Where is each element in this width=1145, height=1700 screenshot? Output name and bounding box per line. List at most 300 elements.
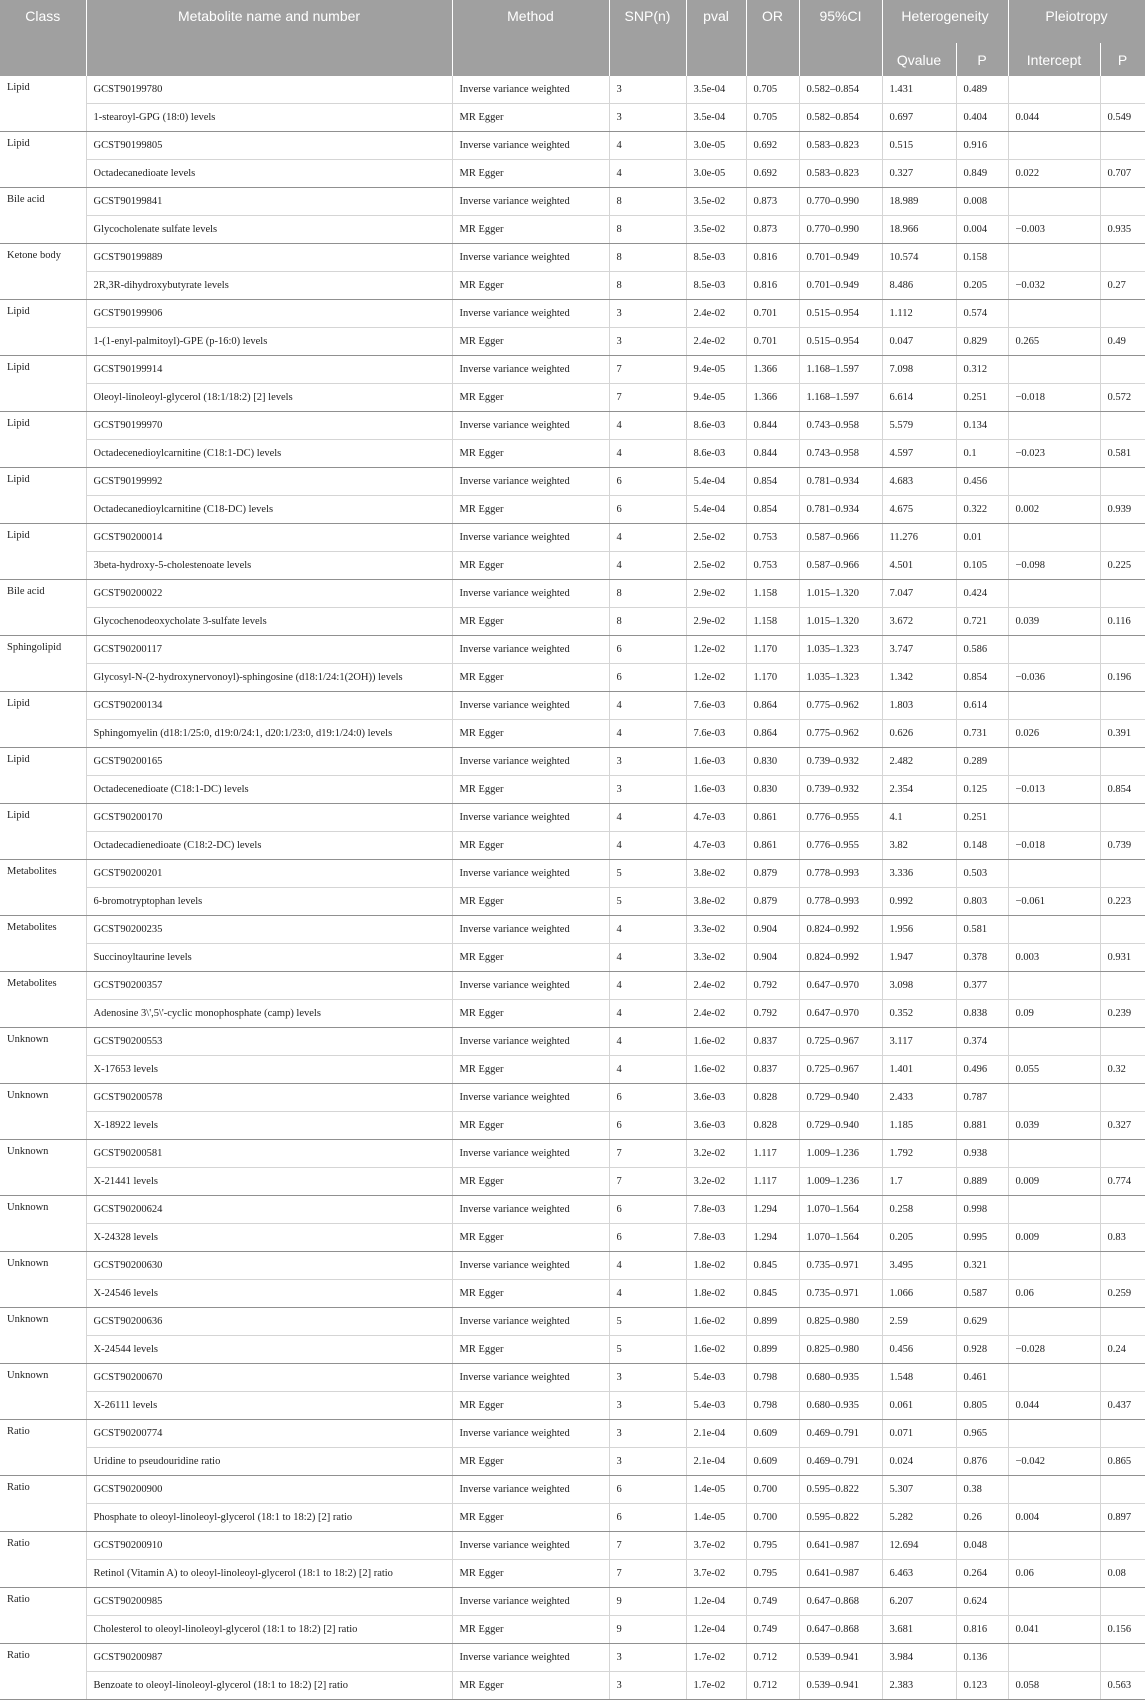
- method-cell: MR Egger: [452, 1560, 609, 1588]
- pleio-p-cell: [1100, 1644, 1145, 1672]
- class-cell: Lipid: [0, 748, 86, 804]
- method-cell: Inverse variance weighted: [452, 1084, 609, 1112]
- ci-cell: 0.515–0.954: [799, 300, 882, 328]
- het-p-cell: 0.205: [956, 272, 1008, 300]
- metabolite-cell: X-26111 levels: [86, 1392, 452, 1420]
- ci-cell: 0.824–0.992: [799, 916, 882, 944]
- pleio-p-cell: 0.225: [1100, 552, 1145, 580]
- table-row: [0, 1616, 1145, 1644]
- qvalue-cell: 1.066: [882, 1280, 956, 1308]
- method-cell: MR Egger: [452, 328, 609, 356]
- pval-cell: 1.4e-05: [686, 1504, 746, 1532]
- snp-cell: 7: [609, 1140, 686, 1168]
- method-cell: Inverse variance weighted: [452, 1476, 609, 1504]
- snp-cell: 3: [609, 104, 686, 132]
- snp-cell: 5: [609, 1336, 686, 1364]
- ci-cell: 0.583–0.823: [799, 160, 882, 188]
- or-cell: 0.753: [746, 524, 799, 552]
- gcst-cell: GCST90200134: [86, 692, 452, 720]
- table-row: [0, 1252, 1145, 1280]
- qvalue-cell: 5.282: [882, 1504, 956, 1532]
- or-cell: 0.816: [746, 244, 799, 272]
- gcst-cell: GCST90200900: [86, 1476, 452, 1504]
- or-cell: 1.366: [746, 356, 799, 384]
- intercept-cell: [1008, 692, 1100, 720]
- het-p-cell: 0.503: [956, 860, 1008, 888]
- pleio-p-cell: [1100, 580, 1145, 608]
- or-cell: 0.753: [746, 552, 799, 580]
- intercept-cell: 0.026: [1008, 720, 1100, 748]
- or-cell: 0.844: [746, 440, 799, 468]
- pleio-p-cell: 0.223: [1100, 888, 1145, 916]
- or-cell: 0.837: [746, 1056, 799, 1084]
- pval-cell: 5.4e-03: [686, 1392, 746, 1420]
- pval-cell: 8.5e-03: [686, 272, 746, 300]
- qvalue-cell: 0.697: [882, 104, 956, 132]
- metabolite-cell: X-24328 levels: [86, 1224, 452, 1252]
- pval-cell: 4.7e-03: [686, 804, 746, 832]
- pval-cell: 2.5e-02: [686, 524, 746, 552]
- het-p-cell: 0.251: [956, 804, 1008, 832]
- intercept-cell: 0.009: [1008, 1168, 1100, 1196]
- snp-cell: 7: [609, 1168, 686, 1196]
- or-cell: 1.158: [746, 608, 799, 636]
- pval-cell: 7.8e-03: [686, 1196, 746, 1224]
- table-row: [0, 132, 1145, 160]
- or-cell: 0.792: [746, 972, 799, 1000]
- intercept-cell: [1008, 860, 1100, 888]
- or-cell: 1.170: [746, 664, 799, 692]
- pleio-p-cell: [1100, 356, 1145, 384]
- het-p-cell: 0.816: [956, 1616, 1008, 1644]
- ci-cell: 1.009–1.236: [799, 1140, 882, 1168]
- pval-cell: 3.7e-02: [686, 1560, 746, 1588]
- method-cell: MR Egger: [452, 1336, 609, 1364]
- ci-cell: 0.647–0.868: [799, 1616, 882, 1644]
- gcst-cell: GCST90200630: [86, 1252, 452, 1280]
- snp-cell: 6: [609, 1476, 686, 1504]
- pval-cell: 3.6e-03: [686, 1112, 746, 1140]
- intercept-cell: 0.055: [1008, 1056, 1100, 1084]
- intercept-cell: [1008, 1084, 1100, 1112]
- gcst-cell: GCST90200670: [86, 1364, 452, 1392]
- pleio-p-cell: 0.239: [1100, 1000, 1145, 1028]
- ci-cell: 0.770–0.990: [799, 216, 882, 244]
- table-row: [0, 1476, 1145, 1504]
- het-p-cell: 0.731: [956, 720, 1008, 748]
- table-row: [0, 664, 1145, 692]
- method-cell: Inverse variance weighted: [452, 580, 609, 608]
- pleio-p-cell: [1100, 188, 1145, 216]
- pval-cell: 3.5e-04: [686, 104, 746, 132]
- or-cell: 1.294: [746, 1224, 799, 1252]
- method-cell: Inverse variance weighted: [452, 1140, 609, 1168]
- or-cell: 0.701: [746, 328, 799, 356]
- pleio-p-cell: 0.156: [1100, 1616, 1145, 1644]
- table-row: [0, 860, 1145, 888]
- ci-cell: 0.515–0.954: [799, 328, 882, 356]
- snp-cell: 3: [609, 76, 686, 104]
- ci-cell: 1.035–1.323: [799, 664, 882, 692]
- table-body: [0, 76, 1145, 1700]
- intercept-cell: 0.004: [1008, 1504, 1100, 1532]
- intercept-cell: −0.018: [1008, 384, 1100, 412]
- ci-cell: 0.647–0.970: [799, 1000, 882, 1028]
- pval-cell: 3.8e-02: [686, 888, 746, 916]
- het-p-cell: 0.721: [956, 608, 1008, 636]
- gcst-cell: GCST90199970: [86, 412, 452, 440]
- snp-cell: 4: [609, 1280, 686, 1308]
- method-cell: MR Egger: [452, 664, 609, 692]
- method-cell: MR Egger: [452, 1448, 609, 1476]
- snp-cell: 8: [609, 244, 686, 272]
- snp-cell: 9: [609, 1616, 686, 1644]
- het-p-cell: 0.456: [956, 468, 1008, 496]
- pleio-p-cell: [1100, 300, 1145, 328]
- het-p-cell: 0.998: [956, 1196, 1008, 1224]
- or-cell: 0.873: [746, 188, 799, 216]
- qvalue-cell: 0.047: [882, 328, 956, 356]
- intercept-cell: [1008, 580, 1100, 608]
- ci-cell: 0.735–0.971: [799, 1280, 882, 1308]
- or-cell: 0.845: [746, 1280, 799, 1308]
- qvalue-cell: 4.1: [882, 804, 956, 832]
- or-cell: 0.795: [746, 1532, 799, 1560]
- method-cell: MR Egger: [452, 944, 609, 972]
- table-row: [0, 440, 1145, 468]
- pleio-p-cell: [1100, 1140, 1145, 1168]
- qvalue-cell: 4.597: [882, 440, 956, 468]
- snp-cell: 6: [609, 664, 686, 692]
- class-cell: Ratio: [0, 1420, 86, 1476]
- intercept-cell: 0.009: [1008, 1224, 1100, 1252]
- table-row: [0, 1392, 1145, 1420]
- het-p-cell: 0.008: [956, 188, 1008, 216]
- qvalue-cell: 0.456: [882, 1336, 956, 1364]
- table-row: [0, 608, 1145, 636]
- intercept-cell: −0.018: [1008, 832, 1100, 860]
- method-cell: Inverse variance weighted: [452, 916, 609, 944]
- ci-cell: 0.582–0.854: [799, 104, 882, 132]
- ci-cell: 0.824–0.992: [799, 944, 882, 972]
- snp-cell: 4: [609, 1252, 686, 1280]
- metabolite-cell: Octadecenedioylcarnitine (C18:1-DC) levels: [86, 440, 452, 468]
- pleio-p-cell: 0.08: [1100, 1560, 1145, 1588]
- qvalue-cell: 0.352: [882, 1000, 956, 1028]
- class-cell: Lipid: [0, 692, 86, 748]
- intercept-cell: [1008, 1476, 1100, 1504]
- method-cell: MR Egger: [452, 1672, 609, 1700]
- gcst-cell: GCST90199906: [86, 300, 452, 328]
- method-cell: MR Egger: [452, 104, 609, 132]
- table-row: [0, 104, 1145, 132]
- header-pval: pval: [686, 0, 746, 76]
- table-row: [0, 300, 1145, 328]
- table-row: [0, 1196, 1145, 1224]
- snp-cell: 6: [609, 1224, 686, 1252]
- gcst-cell: GCST90200014: [86, 524, 452, 552]
- ci-cell: 1.035–1.323: [799, 636, 882, 664]
- snp-cell: 4: [609, 944, 686, 972]
- intercept-cell: −0.003: [1008, 216, 1100, 244]
- ci-cell: 0.595–0.822: [799, 1476, 882, 1504]
- intercept-cell: 0.058: [1008, 1672, 1100, 1700]
- table-header: [0, 0, 1145, 76]
- intercept-cell: [1008, 1028, 1100, 1056]
- ci-cell: 0.825–0.980: [799, 1336, 882, 1364]
- pleio-p-cell: [1100, 524, 1145, 552]
- snp-cell: 4: [609, 412, 686, 440]
- intercept-cell: 0.06: [1008, 1560, 1100, 1588]
- gcst-cell: GCST90199889: [86, 244, 452, 272]
- metabolite-cell: Retinol (Vitamin A) to oleoyl-linoleoyl-glycerol (18:1 to 18:2) [2] ratio: [86, 1560, 452, 1588]
- metabolite-cell: X-18922 levels: [86, 1112, 452, 1140]
- ci-cell: 0.701–0.949: [799, 244, 882, 272]
- pleio-p-cell: 0.854: [1100, 776, 1145, 804]
- intercept-cell: [1008, 1644, 1100, 1672]
- metabolite-cell: Adenosine 3\',5\'-cyclic monophosphate (camp) levels: [86, 1000, 452, 1028]
- qvalue-cell: 6.463: [882, 1560, 956, 1588]
- pleio-p-cell: 0.563: [1100, 1672, 1145, 1700]
- het-p-cell: 0.321: [956, 1252, 1008, 1280]
- metabolite-cell: Sphingomyelin (d18:1/25:0, d19:0/24:1, d20:1/23:0, d19:1/24:0) levels: [86, 720, 452, 748]
- method-cell: MR Egger: [452, 608, 609, 636]
- intercept-cell: [1008, 1196, 1100, 1224]
- pval-cell: 2.1e-04: [686, 1420, 746, 1448]
- class-cell: Unknown: [0, 1084, 86, 1140]
- pleio-p-cell: [1100, 916, 1145, 944]
- qvalue-cell: 0.205: [882, 1224, 956, 1252]
- gcst-cell: GCST90200624: [86, 1196, 452, 1224]
- method-cell: Inverse variance weighted: [452, 804, 609, 832]
- qvalue-cell: 2.354: [882, 776, 956, 804]
- or-cell: 0.700: [746, 1476, 799, 1504]
- intercept-cell: −0.061: [1008, 888, 1100, 916]
- metabolite-cell: Uridine to pseudouridine ratio: [86, 1448, 452, 1476]
- intercept-cell: [1008, 916, 1100, 944]
- het-p-cell: 0.938: [956, 1140, 1008, 1168]
- snp-cell: 8: [609, 272, 686, 300]
- metabolite-cell: 6-bromotryptophan levels: [86, 888, 452, 916]
- ci-cell: 0.647–0.970: [799, 972, 882, 1000]
- qvalue-cell: 5.579: [882, 412, 956, 440]
- method-cell: MR Egger: [452, 1224, 609, 1252]
- method-cell: MR Egger: [452, 440, 609, 468]
- or-cell: 0.712: [746, 1644, 799, 1672]
- qvalue-cell: 18.989: [882, 188, 956, 216]
- pval-cell: 2.9e-02: [686, 580, 746, 608]
- table-row: [0, 468, 1145, 496]
- het-p-cell: 0.803: [956, 888, 1008, 916]
- het-p-cell: 0.289: [956, 748, 1008, 776]
- or-cell: 0.798: [746, 1364, 799, 1392]
- method-cell: MR Egger: [452, 216, 609, 244]
- gcst-cell: GCST90200117: [86, 636, 452, 664]
- pval-cell: 2.4e-02: [686, 328, 746, 356]
- het-p-cell: 0.574: [956, 300, 1008, 328]
- gcst-cell: GCST90200553: [86, 1028, 452, 1056]
- metabolite-cell: Octadecanedioate levels: [86, 160, 452, 188]
- het-p-cell: 0.26: [956, 1504, 1008, 1532]
- or-cell: 0.861: [746, 804, 799, 832]
- method-cell: MR Egger: [452, 384, 609, 412]
- intercept-cell: 0.039: [1008, 608, 1100, 636]
- pleio-p-cell: 0.24: [1100, 1336, 1145, 1364]
- pleio-p-cell: [1100, 1476, 1145, 1504]
- het-p-cell: 0.928: [956, 1336, 1008, 1364]
- pval-cell: 2.5e-02: [686, 552, 746, 580]
- pleio-p-cell: 0.259: [1100, 1280, 1145, 1308]
- or-cell: 0.854: [746, 468, 799, 496]
- intercept-cell: [1008, 1308, 1100, 1336]
- pval-cell: 3.0e-05: [686, 160, 746, 188]
- intercept-cell: [1008, 636, 1100, 664]
- or-cell: 1.117: [746, 1168, 799, 1196]
- or-cell: 1.170: [746, 636, 799, 664]
- snp-cell: 8: [609, 188, 686, 216]
- method-cell: Inverse variance weighted: [452, 1532, 609, 1560]
- table-row: [0, 356, 1145, 384]
- intercept-cell: [1008, 244, 1100, 272]
- het-p-cell: 0.461: [956, 1364, 1008, 1392]
- method-cell: Inverse variance weighted: [452, 1420, 609, 1448]
- ci-cell: 0.725–0.967: [799, 1056, 882, 1084]
- class-cell: Unknown: [0, 1028, 86, 1084]
- table-row: [0, 1140, 1145, 1168]
- het-p-cell: 0.587: [956, 1280, 1008, 1308]
- method-cell: MR Egger: [452, 1280, 609, 1308]
- qvalue-cell: 3.117: [882, 1028, 956, 1056]
- gcst-cell: GCST90200636: [86, 1308, 452, 1336]
- snp-cell: 4: [609, 692, 686, 720]
- pval-cell: 9.4e-05: [686, 384, 746, 412]
- het-p-cell: 0.829: [956, 328, 1008, 356]
- method-cell: MR Egger: [452, 1616, 609, 1644]
- gcst-cell: GCST90200165: [86, 748, 452, 776]
- intercept-cell: [1008, 1532, 1100, 1560]
- pleio-p-cell: 0.327: [1100, 1112, 1145, 1140]
- or-cell: 0.861: [746, 832, 799, 860]
- or-cell: 0.816: [746, 272, 799, 300]
- or-cell: 1.158: [746, 580, 799, 608]
- pval-cell: 7.6e-03: [686, 720, 746, 748]
- het-p-cell: 0.586: [956, 636, 1008, 664]
- class-cell: Lipid: [0, 132, 86, 188]
- table-row: [0, 1588, 1145, 1616]
- class-cell: Unknown: [0, 1308, 86, 1364]
- intercept-cell: 0.044: [1008, 1392, 1100, 1420]
- pval-cell: 3.0e-05: [686, 132, 746, 160]
- table-row: [0, 580, 1145, 608]
- pval-cell: 1.8e-02: [686, 1252, 746, 1280]
- het-p-cell: 0.854: [956, 664, 1008, 692]
- snp-cell: 4: [609, 132, 686, 160]
- pleio-p-cell: [1100, 1028, 1145, 1056]
- pval-cell: 2.4e-02: [686, 1000, 746, 1028]
- qvalue-cell: 0.626: [882, 720, 956, 748]
- pleio-p-cell: 0.865: [1100, 1448, 1145, 1476]
- snp-cell: 3: [609, 300, 686, 328]
- or-cell: 0.899: [746, 1308, 799, 1336]
- gcst-cell: GCST90199914: [86, 356, 452, 384]
- ci-cell: 1.015–1.320: [799, 580, 882, 608]
- or-cell: 0.712: [746, 1672, 799, 1700]
- het-p-cell: 0.624: [956, 1588, 1008, 1616]
- class-cell: Unknown: [0, 1364, 86, 1420]
- table-row: [0, 1112, 1145, 1140]
- qvalue-cell: 0.061: [882, 1392, 956, 1420]
- header-method: Method: [452, 0, 609, 76]
- ci-cell: 1.015–1.320: [799, 608, 882, 636]
- intercept-cell: 0.022: [1008, 160, 1100, 188]
- qvalue-cell: 1.548: [882, 1364, 956, 1392]
- pval-cell: 2.1e-04: [686, 1448, 746, 1476]
- table-row: [0, 720, 1145, 748]
- pval-cell: 3.5e-04: [686, 76, 746, 104]
- intercept-cell: [1008, 356, 1100, 384]
- or-cell: 0.798: [746, 1392, 799, 1420]
- pval-cell: 1.6e-02: [686, 1056, 746, 1084]
- header-heterogeneity: Heterogeneity: [882, 0, 1008, 43]
- intercept-cell: [1008, 1364, 1100, 1392]
- het-p-cell: 0.489: [956, 76, 1008, 104]
- qvalue-cell: 7.047: [882, 580, 956, 608]
- method-cell: Inverse variance weighted: [452, 1028, 609, 1056]
- snp-cell: 3: [609, 1420, 686, 1448]
- pleio-p-cell: 0.581: [1100, 440, 1145, 468]
- pval-cell: 8.6e-03: [686, 440, 746, 468]
- table-row: [0, 1028, 1145, 1056]
- table-row: [0, 944, 1145, 972]
- qvalue-cell: 12.694: [882, 1532, 956, 1560]
- table-row: [0, 1336, 1145, 1364]
- intercept-cell: 0.039: [1008, 1112, 1100, 1140]
- method-cell: Inverse variance weighted: [452, 188, 609, 216]
- het-p-cell: 0.148: [956, 832, 1008, 860]
- pval-cell: 1.6e-02: [686, 1028, 746, 1056]
- method-cell: Inverse variance weighted: [452, 860, 609, 888]
- or-cell: 0.700: [746, 1504, 799, 1532]
- intercept-cell: −0.028: [1008, 1336, 1100, 1364]
- snp-cell: 3: [609, 1672, 686, 1700]
- qvalue-cell: 0.992: [882, 888, 956, 916]
- ci-cell: 0.725–0.967: [799, 1028, 882, 1056]
- or-cell: 0.792: [746, 1000, 799, 1028]
- pval-cell: 2.9e-02: [686, 608, 746, 636]
- het-p-cell: 0.581: [956, 916, 1008, 944]
- intercept-cell: −0.032: [1008, 272, 1100, 300]
- snp-cell: 5: [609, 860, 686, 888]
- het-p-cell: 0.838: [956, 1000, 1008, 1028]
- qvalue-cell: 18.966: [882, 216, 956, 244]
- gcst-cell: GCST90200578: [86, 1084, 452, 1112]
- ci-cell: 0.739–0.932: [799, 776, 882, 804]
- metabolite-cell: 1-stearoyl-GPG (18:0) levels: [86, 104, 452, 132]
- or-cell: 0.879: [746, 860, 799, 888]
- ci-cell: 0.775–0.962: [799, 692, 882, 720]
- qvalue-cell: 0.327: [882, 160, 956, 188]
- pval-cell: 7.6e-03: [686, 692, 746, 720]
- qvalue-cell: 4.683: [882, 468, 956, 496]
- qvalue-cell: 2.433: [882, 1084, 956, 1112]
- snp-cell: 3: [609, 1364, 686, 1392]
- or-cell: 0.904: [746, 944, 799, 972]
- table-row: [0, 1168, 1145, 1196]
- gcst-cell: GCST90200581: [86, 1140, 452, 1168]
- qvalue-cell: 1.803: [882, 692, 956, 720]
- qvalue-cell: 1.112: [882, 300, 956, 328]
- het-p-cell: 0.916: [956, 132, 1008, 160]
